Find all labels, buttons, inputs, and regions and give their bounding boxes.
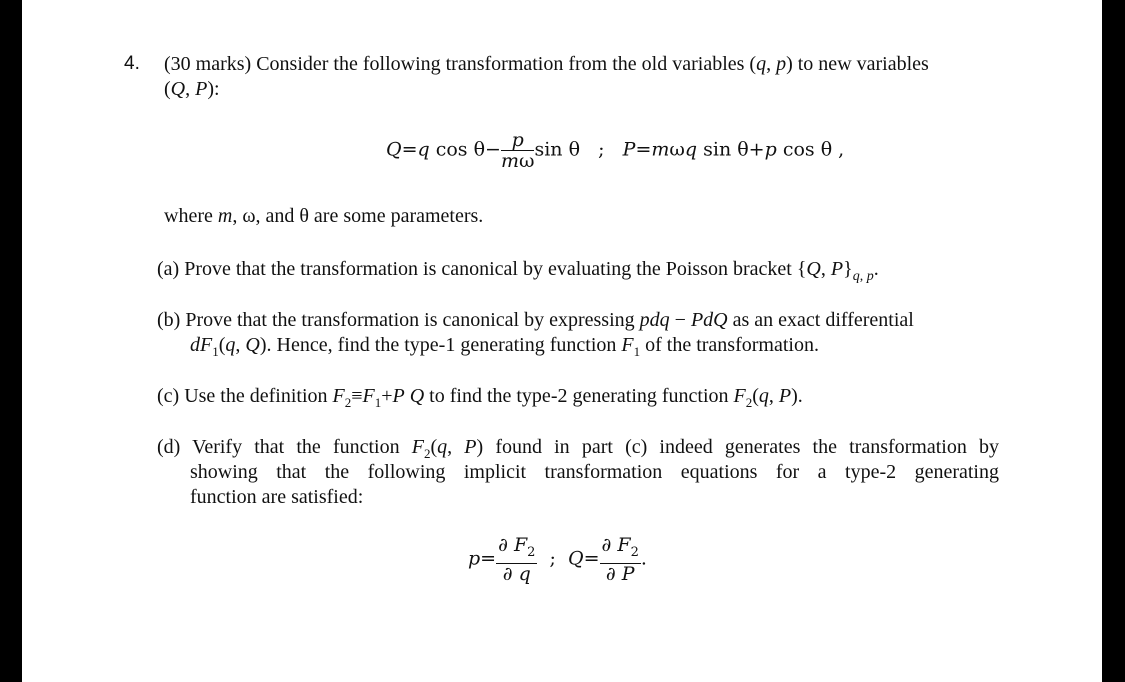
part-b-line-2: $dF_1(q$, Q). Hence, find the type-1 generating function $F_1$ of the transformation.	[190, 334, 819, 359]
intro-line-1: (30 marks) Consider the following transformation from the old variables (q, p) to new variables	[164, 53, 929, 75]
intro-line-2: (Q, P):	[164, 78, 220, 100]
part-d-line-3: function are satisfied:	[190, 486, 364, 508]
part-c: (c) Use the definition $F_2\equiv F_1+P$ Q to find the type-2 generating function $F_2(q$, P).	[157, 385, 803, 410]
part-d-line-1: (d) Verify that the function $F_2(q$, P) found in part (c) indeed generates the transformation by	[157, 436, 1000, 461]
question-number: 4.	[124, 53, 140, 74]
part-a: (a) Prove that the transformation is canonical by evaluating the Poisson bracket {Q, $P\}_{q, p}$.	[157, 258, 879, 284]
part-d-line-2: showing that the following implicit transformation equations for a type-2 generating	[190, 461, 999, 483]
where-line: where m, ω, and θ are some parameters.	[164, 205, 484, 227]
implicit-equations: p= $\frac{\partial F_2}{\partial q}$ ; Q= $\frac{\partial F_2}{\partial P}$ .	[468, 534, 647, 585]
part-b-line-1: (b) Prove that the transformation is canonical by expressing pdq − PdQ as an exact differential	[157, 309, 914, 331]
transformation-equation: Q=q cos θ− $\frac{p}{m\omega}$ sin θ ; P=mωq sin θ+p cos θ ,	[386, 129, 845, 172]
document-page	[22, 0, 1102, 682]
